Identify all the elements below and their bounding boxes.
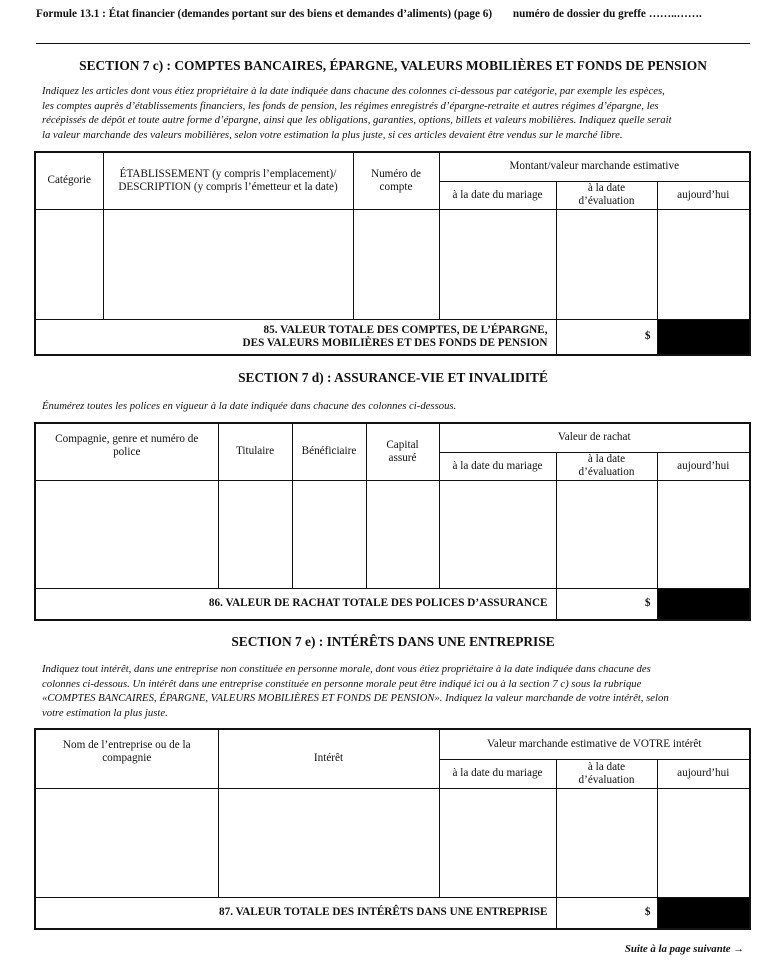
col-header-market-value-group: Valeur marchande estimative de VOTRE intérêt [439, 729, 750, 759]
input-beneficiary[interactable] [292, 480, 366, 588]
instruction-line: colonnes ci-dessous. Un intérêt dans une entreprise constituée en personne morale peut être indiqué ici ou à la section 7 c) sous la rubrique [42, 677, 642, 690]
col-header-amount-group: Montant/valeur marchande estimative [439, 152, 750, 181]
col-header-holder: Titulaire [218, 423, 292, 480]
input-holder[interactable] [218, 480, 292, 588]
instruction-line: «COMPTES BANCAIRES, ÉPARGNE, VALEURS MOBILIÈRES ET FONDS DE PENSION». Indiquez la valeur marchande de votre intérêt, selon [42, 692, 669, 705]
file-number-label: numéro de dossier du greffe ……..……. [512, 8, 702, 20]
col-header-today: aujourd’hui [657, 759, 750, 788]
total-87-label: 87. VALEUR TOTALE DES INTÉRÊTS DANS UNE ENTREPRISE [35, 897, 556, 929]
input-valuation-value[interactable] [556, 788, 657, 897]
input-today-value[interactable] [657, 209, 750, 319]
total-87-blacked-out [657, 897, 750, 929]
col-header-today: aujourd’hui [657, 452, 750, 480]
instruction-line: la valeur marchande des valeurs mobilières, selon votre estimation la plus juste, si ces articles devaient être vendus sur le marché libre. [42, 128, 623, 141]
input-company-policy[interactable] [35, 480, 218, 588]
input-marriage-value[interactable] [439, 788, 556, 897]
input-business-name[interactable] [35, 788, 218, 897]
input-category[interactable] [35, 209, 103, 319]
total-85-input[interactable]: $ [556, 319, 657, 355]
section-7c-title: SECTION 7 c) : COMPTES BANCAIRES, ÉPARGNE, VALEURS MOBILIÈRES ET FONDS DE PENSION [79, 58, 707, 73]
total-85-label: 85. VALEUR TOTALE DES COMPTES, DE L’ÉPARGNE, DES VALEURS MOBILIÈRES ET DES FONDS DE PENSION [35, 319, 556, 355]
total-86-blacked-out [657, 588, 750, 620]
section-7e-table [34, 728, 751, 930]
form-title: Formule 13.1 : État financier (demandes portant sur des biens et demandes d’aliments) (page 6) [36, 8, 493, 20]
col-header-account-number: Numéro de compte [353, 152, 439, 209]
col-header-capital-insured: Capital assuré [366, 423, 439, 480]
input-valuation-value[interactable] [556, 209, 657, 319]
input-valuation-value[interactable] [556, 480, 657, 588]
col-header-company-policy: Compagnie, genre et numéro de police [35, 423, 218, 480]
section-7c-instructions [42, 84, 742, 142]
col-header-interest: Intérêt [218, 729, 439, 788]
total-87-input[interactable]: $ [556, 897, 657, 929]
col-header-marriage-date: à la date du mariage [439, 452, 556, 480]
total-86-input[interactable]: $ [556, 588, 657, 620]
col-header-cash-value-group: Valeur de rachat [439, 423, 750, 452]
input-today-value[interactable] [657, 480, 750, 588]
instruction-line: Indiquez tout intérêt, dans une entreprise non constituée en personne morale, dont vous étiez propriétaire à la date indiquée dans chacune des [42, 663, 651, 675]
col-header-valuation-date: à la date d’évaluation [556, 452, 657, 480]
col-header-marriage-date: à la date du mariage [439, 181, 556, 209]
instruction-line: récépissés de dépôt et toute autre forme d’épargne, ainsi que les obligations, garanties, options, billets et valeurs mobilières. Indiquez quelle serait [42, 114, 672, 127]
section-7e-instructions [42, 662, 742, 720]
instruction-line: Indiquez les articles dont vous étiez propriétaire à la date indiquée dans chacune des colonnes ci-dessous par catégorie, par exemple les espèces, [42, 85, 665, 97]
input-institution[interactable] [103, 209, 353, 319]
col-header-institution: ÉTABLISSEMENT (y compris l’emplacement)/ DESCRIPTION (y compris l’émetteur et la date) [103, 152, 353, 209]
instruction-line: votre estimation la plus juste. [42, 706, 168, 719]
col-header-marriage-date: à la date du mariage [439, 759, 556, 788]
col-header-business-name: Nom de l’entreprise ou de la compagnie [35, 729, 218, 788]
form-header [36, 8, 702, 20]
section-7d-table [34, 422, 751, 621]
section-7e-title: SECTION 7 e) : INTÉRÊTS DANS UNE ENTREPRISE [231, 634, 555, 649]
input-account-number[interactable] [353, 209, 439, 319]
section-7d-instructions: Énumérez toutes les polices en vigueur à la date indiquée dans chacune des colonnes ci-dessous. [42, 400, 457, 412]
section-7c-table [34, 151, 751, 356]
total-85-blacked-out [657, 319, 750, 355]
header-divider [36, 43, 750, 44]
col-header-valuation-date: à la date d’évaluation [556, 759, 657, 788]
continued-next-page: Suite à la page suivante → [624, 943, 744, 955]
total-86-label: 86. VALEUR DE RACHAT TOTALE DES POLICES D’ASSURANCE [35, 588, 556, 620]
col-header-category: Catégorie [35, 152, 103, 209]
col-header-beneficiary: Bénéficiaire [292, 423, 366, 480]
instruction-line: les comptes auprès d’établissements financiers, les fonds de pension, les régimes enregistrés d’épargne-retraite et autres régimes d’épargne, les [42, 99, 659, 112]
input-marriage-value[interactable] [439, 480, 556, 588]
col-header-today: aujourd’hui [657, 181, 750, 209]
section-7d-title: SECTION 7 d) : ASSURANCE-VIE ET INVALIDITÉ [238, 370, 548, 385]
input-capital-insured[interactable] [366, 480, 439, 588]
input-marriage-value[interactable] [439, 209, 556, 319]
input-today-value[interactable] [657, 788, 750, 897]
input-interest[interactable] [218, 788, 439, 897]
col-header-valuation-date: à la date d’évaluation [556, 181, 657, 209]
